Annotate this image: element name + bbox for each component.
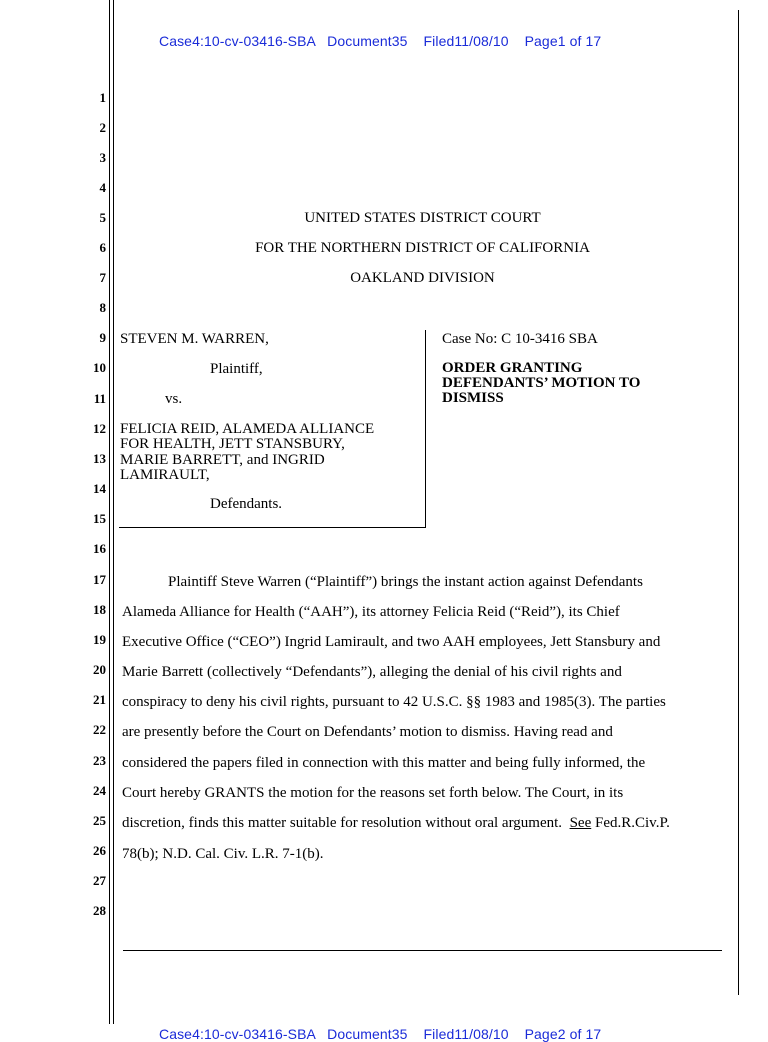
caption-divider-horizontal [119,527,426,528]
case-number: Case No: C 10-3416 SBA [442,331,598,347]
body-line: Alameda Alliance for Health (“AAH”), its attorney Felicia Reid (“Reid”), its Chief [122,604,620,620]
order-title-line: DEFENDANTS’ MOTION TO [442,375,641,391]
body-line: 78(b); N.D. Cal. Civ. L.R. 7-1(b). [122,846,324,862]
line-number: 16 [93,541,106,556]
header-case-number: Case4:10-cv-03416-SBA [158,1026,316,1042]
body-line: are presently before the Court on Defendants’ motion to dismiss. Having read and [122,724,613,740]
order-title-line: ORDER GRANTING [442,360,583,376]
court-district: FOR THE NORTHERN DISTRICT OF CALIFORNIA [255,240,590,256]
body-line: considered the papers filed in connection with this matter and being fully informed, the [122,755,646,771]
line-number: 1 [99,90,106,105]
line-number: 26 [93,843,106,858]
defendants-line: LAMIRAULT, [120,467,210,483]
header-document: Document35 [327,1026,408,1042]
line-number: 5 [99,210,106,225]
line-number: 21 [93,692,106,707]
defendants-line: FELICIA REID, ALAMEDA ALLIANCE [120,421,375,437]
line-number: 2 [99,120,106,135]
defendants-line: MARIE BARRETT, and INGRID [120,452,325,468]
header-filed-date: Filed11/08/10 [423,33,509,49]
line-number: 11 [93,391,106,406]
line-number: 23 [93,753,106,768]
line-number: 15 [93,511,106,526]
plaintiff-name: STEVEN M. WARREN, [120,331,269,347]
body-line: Marie Barrett (collectively “Defendants”), alleging the denial of his civil rights and [122,664,622,680]
caption-divider-vertical [425,330,426,527]
body-line [122,814,670,832]
line-number: 24 [93,783,106,798]
versus: vs. [165,391,183,407]
line-number: 4 [99,180,106,195]
citation-signal-see: See [569,815,592,831]
line-number: 13 [93,451,106,466]
court-name: UNITED STATES DISTRICT COURT [304,210,541,226]
line-number: 28 [93,903,106,918]
line-number: 6 [99,240,106,255]
line-number: 20 [93,662,106,677]
footer-rule [123,950,722,951]
court-division: OAKLAND DIVISION [350,270,495,286]
plaintiff-role: Plaintiff, [210,361,263,377]
left-margin-rule-outer [109,0,110,1024]
body-text: Fed.R.Civ.P. [591,815,670,831]
body-line: conspiracy to deny his civil rights, pursuant to 42 U.S.C. §§ 1983 and 1985(3). The parties [122,694,666,710]
defendants-line: FOR HEALTH, JETT STANSBURY, [120,436,345,452]
header-case-number: Case4:10-cv-03416-SBA [158,33,316,49]
body-line: Executive Office (“CEO”) Ingrid Lamirault, and two AAH employees, Jett Stansbury and [122,634,661,650]
left-margin-rule-inner [113,0,114,1024]
body-line: Plaintiff Steve Warren (“Plaintiff”) brings the instant action against Defendants [168,574,643,590]
line-number: 27 [93,873,106,888]
order-title-line: DISMISS [442,390,504,406]
header-document: Document35 [327,33,408,49]
line-number: 12 [93,421,106,436]
line-number: 14 [93,481,106,496]
line-number: 9 [99,330,106,345]
line-number: 10 [93,360,106,375]
line-number: 18 [93,602,106,617]
defendants-role: Defendants. [210,496,283,512]
filing-header-top [151,17,601,49]
line-number: 25 [93,813,106,828]
line-number: 17 [93,572,106,587]
line-number: 3 [99,150,106,165]
body-text: discretion, finds this matter suitable for resolution without oral argument. [122,815,570,831]
filing-header-bottom [151,1010,601,1042]
right-margin-rule [738,10,739,995]
line-number: 19 [93,632,106,647]
line-number: 7 [99,270,106,285]
header-page: Page2 of 17 [524,1026,602,1042]
body-line: Court hereby GRANTS the motion for the reasons set forth below. The Court, in its [122,785,624,801]
header-filed-date: Filed11/08/10 [423,1026,509,1042]
line-number: 8 [99,300,106,315]
header-page: Page1 of 17 [524,33,602,49]
line-number: 22 [93,722,106,737]
